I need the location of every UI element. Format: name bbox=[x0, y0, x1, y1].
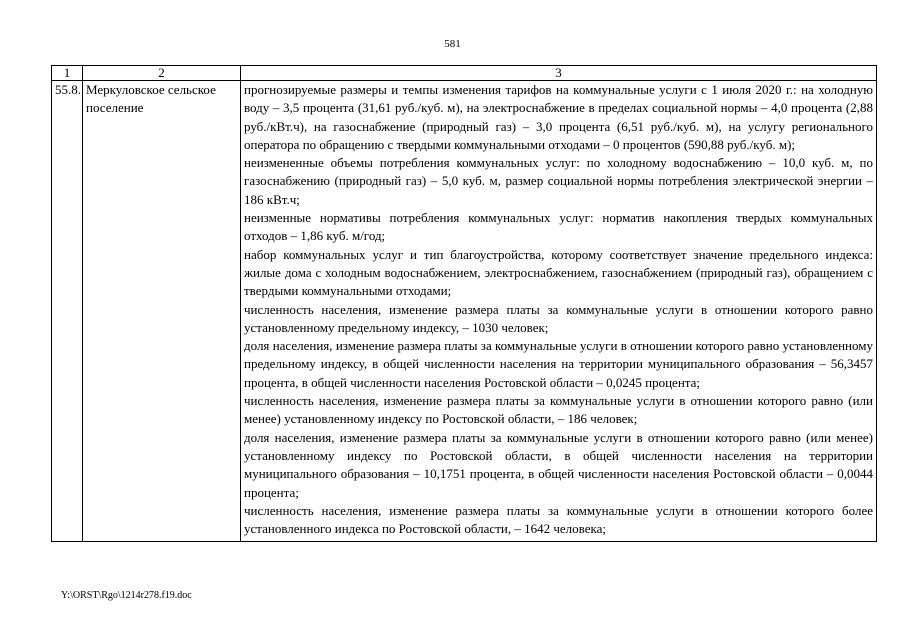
paragraph-population-above: численность населения, изменение размера платы за коммунальные услуги в отношении которого более установленного индекса по Ростовской области, – 1642 человека; bbox=[244, 502, 873, 537]
tariff-table bbox=[51, 65, 877, 542]
row-number: 55.8. bbox=[52, 81, 83, 542]
paragraph-consumption-volumes: неизмененные объемы потребления коммунальных услуг: по холодному водоснабжению – 10,0 куб. м, по газоснабжению (природный газ) – 5,0 куб. м, размер социальной нормы потребления электрической энергии – 186 кВт.ч; bbox=[244, 155, 873, 207]
paragraph-share-regional: доля населения, изменение размера платы за коммунальные услуги в отношении которого равно (или менее) установленному индексу по Ростовской области, в общей численности населения на территории муниципального образования – 10,1751 процента, в общей численности населения Ростовской области – 0,0044 процента; bbox=[244, 429, 873, 500]
paragraph-population-equal: численность населения, изменение размера платы за коммунальные услуги в отношении которого равно установленному предельному индексу, – 1030 человек; bbox=[244, 301, 873, 335]
page-number: 581 bbox=[444, 38, 461, 50]
row-description bbox=[241, 81, 877, 542]
paragraph-population-regional: численность населения, изменение размера платы за коммунальные услуги в отношении которого равно (или менее) установленному индексу по Ростовской области, – 186 человек; bbox=[244, 393, 873, 427]
header-col-3: 3 bbox=[241, 66, 877, 81]
header-col-2: 2 bbox=[83, 66, 241, 81]
paragraph-consumption-norms: неизменные нормативы потребления коммунальных услуг: норматив накопления твердых коммунальных отходов – 1,86 куб. м/год; bbox=[244, 210, 873, 244]
header-col-1: 1 bbox=[52, 66, 83, 81]
paragraph-share-equal: доля населения, изменение размера платы за коммунальные услуги в отношении которого равно установленному предельному индексу, в общей численности населения на территории муниципального образования – 56,3457 процента, в общей численности населения Ростовской области – 0,0245 процента; bbox=[244, 338, 873, 390]
paragraph-tariffs: прогнозируемые размеры и темпы изменения тарифов на коммунальные услуги с 1 июля 2020 г.: на холодную воду – 3,5 процента (31,61 руб./куб. м), на электроснабжение в пределах социальной нормы – 4,0 процента (2,88 руб./кВт.ч), на газоснабжение (природный газ) – 3,0 процента (6,51 руб./куб. м), на услугу регионального оператора по обращению с твердыми коммунальными отходами – 0 процентов (590,88 руб./куб. м); bbox=[244, 82, 873, 152]
table-row bbox=[52, 81, 877, 542]
table-header-row bbox=[52, 66, 877, 81]
footer-file-path: Y:\ORST\Rgo\1214r278.f19.doc bbox=[61, 590, 192, 601]
paragraph-service-set: набор коммунальных услуг и тип благоустройства, которому соответствует значение предельного индекса: жилые дома с холодным водоснабжением, электроснабжением, газоснабжением (природный газ), обращением с твердыми коммунальными отходами; bbox=[244, 246, 873, 299]
settlement-name: Меркуловское сельское поселение bbox=[83, 81, 241, 542]
